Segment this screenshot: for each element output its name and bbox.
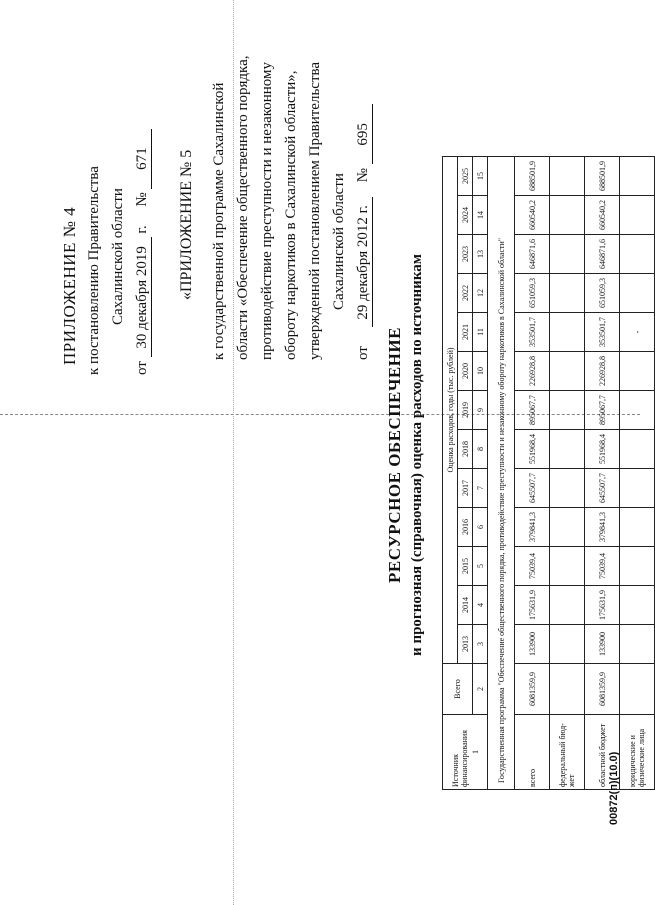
header-year: 2020 [458, 352, 473, 391]
row-value [620, 586, 655, 625]
data-rows [515, 157, 655, 790]
appendix-4-from: от [134, 361, 150, 375]
appendix-4-date: 30 декабря 2019 [133, 237, 152, 357]
title-main: РЕСУРСНОЕ ОБЕСПЕЧЕНИЕ [385, 327, 404, 583]
row-value: 688501,9 [585, 157, 620, 196]
appendix-5-title: «ПРИЛОЖЕНИЕ № 5 [178, 149, 195, 300]
row-value [550, 391, 585, 430]
row-value: 646871,6 [515, 235, 550, 274]
table-row [620, 157, 655, 790]
header-year: 2022 [458, 274, 473, 313]
row-value: 895067,7 [585, 391, 620, 430]
column-number: 9 [473, 391, 488, 430]
appendix-5-line: обороту наркотиков в Сахалинской области», [283, 70, 299, 360]
row-value [550, 313, 585, 352]
row-source: федеральный бюд-жет [550, 715, 585, 790]
row-value [550, 430, 585, 469]
table-row [550, 157, 585, 790]
row-value: 75039,4 [515, 547, 550, 586]
appendix-4-line2: Сахалинской области [110, 188, 126, 325]
appendix-4-number-sign: № [134, 192, 150, 207]
row-value [550, 547, 585, 586]
row-value: 645507,7 [515, 469, 550, 508]
row-value [620, 547, 655, 586]
table-row [585, 157, 620, 790]
row-value: 226928,8 [515, 352, 550, 391]
appendix-4-year-suffix: г. [134, 225, 150, 234]
row-value [620, 625, 655, 664]
row-value: 551968,4 [585, 430, 620, 469]
column-number: 12 [473, 274, 488, 313]
column-number: 2 [473, 664, 488, 715]
row-value: 379841,3 [515, 508, 550, 547]
row-value: 651059,3 [585, 274, 620, 313]
document-title [385, 145, 426, 765]
row-value: 353501,7 [585, 313, 620, 352]
column-number: 14 [473, 196, 488, 235]
row-value: 660540,2 [515, 196, 550, 235]
header-year: 2023 [458, 235, 473, 274]
column-number: 10 [473, 352, 488, 391]
row-value: 551968,4 [515, 430, 550, 469]
appendix-4-date-line [130, 45, 154, 375]
column-number-first: 1 [470, 750, 480, 754]
resource-table [442, 156, 655, 790]
column-number: 13 [473, 235, 488, 274]
header-year: 2019 [458, 391, 473, 430]
table-row [515, 157, 550, 790]
row-value: 226928,8 [585, 352, 620, 391]
header-year: 2016 [458, 508, 473, 547]
appendix-4-block [58, 45, 154, 375]
row-value [620, 196, 655, 235]
row-value: 688501,9 [515, 157, 550, 196]
header-year: 2025 [458, 157, 473, 196]
appendix-5-date: 29 декабря 2012 г. [354, 197, 373, 327]
appendix-5-line: области «Обеспечение общественного порядка, [235, 55, 251, 360]
row-value: 175631,9 [515, 586, 550, 625]
row-value: 133900 [515, 625, 550, 664]
row-value: 175631,9 [585, 586, 620, 625]
row-value [620, 430, 655, 469]
header-year: 2021 [458, 313, 473, 352]
row-value: 660540,2 [585, 196, 620, 235]
header-year: 2014 [458, 586, 473, 625]
program-row [488, 157, 515, 790]
row-value: 651059,3 [515, 274, 550, 313]
appendix-5-from: от [355, 346, 371, 360]
appendix-4-title: ПРИЛОЖЕНИЕ № 4 [60, 206, 79, 365]
row-value [550, 274, 585, 313]
row-source: всего [515, 715, 550, 790]
document-code: 00872(п)(10.0) [608, 751, 620, 825]
row-value [550, 508, 585, 547]
header-year: 2018 [458, 430, 473, 469]
row-value [620, 391, 655, 430]
row-value [550, 157, 585, 196]
column-number-row [473, 157, 488, 790]
row-value: 6081359,9 [585, 664, 620, 715]
header-total: Всего [443, 664, 473, 715]
appendix-5-line: утвержденной постановлением Правительства [307, 61, 323, 360]
row-value [550, 196, 585, 235]
row-value [550, 469, 585, 508]
column-number: 8 [473, 430, 488, 469]
row-value: 75039,4 [585, 547, 620, 586]
row-value: 133900 [585, 625, 620, 664]
row-value: 895067,7 [515, 391, 550, 430]
appendix-4-line1: к постановлению Правительства [86, 166, 102, 375]
row-value: 379841,3 [585, 508, 620, 547]
header-year: 2024 [458, 196, 473, 235]
header-source: Источник финансирования 1 [443, 715, 488, 790]
row-value: 6081359,9 [515, 664, 550, 715]
header-year: 2015 [458, 547, 473, 586]
appendix-5-number-sign: № [355, 168, 371, 183]
row-value [620, 157, 655, 196]
column-number: 11 [473, 313, 488, 352]
row-value: 645507,7 [585, 469, 620, 508]
row-value: 646871,6 [585, 235, 620, 274]
column-number: 7 [473, 469, 488, 508]
column-number: 5 [473, 547, 488, 586]
row-value: 353501,7 [515, 313, 550, 352]
row-value [620, 274, 655, 313]
column-number: 4 [473, 586, 488, 625]
appendix-5-line: противодействие преступности и незаконному [259, 61, 275, 360]
row-value [550, 625, 585, 664]
program-title: Государственная программа "Обеспечение общественного порядка, противодействие преступности и незаконному обороту наркотиков в Сахалинской области" [488, 157, 515, 790]
row-value [620, 508, 655, 547]
appendix-5-number: 695 [354, 104, 373, 164]
appendix-5-date-line [351, 30, 375, 360]
row-value [620, 664, 655, 715]
column-number: 3 [473, 625, 488, 664]
row-source: областной бюджет [585, 715, 620, 790]
appendix-5-last-line: Сахалинской области [331, 173, 347, 310]
appendix-5-block [175, 30, 375, 360]
row-value: - [620, 313, 655, 352]
row-value [620, 469, 655, 508]
row-value [550, 664, 585, 715]
appendix-5-line: к государственной программе Сахалинской [211, 82, 227, 360]
appendix-4-number: 671 [133, 129, 152, 189]
row-value [620, 235, 655, 274]
row-value [620, 352, 655, 391]
row-value [550, 352, 585, 391]
title-sub: и прогнозная (справочная) оценка расходов по источникам [409, 254, 425, 656]
row-source: юридические и физические лица [620, 715, 655, 790]
row-value [550, 586, 585, 625]
column-number: 6 [473, 508, 488, 547]
header-year: 2013 [458, 625, 473, 664]
row-value [550, 235, 585, 274]
header-year: 2017 [458, 469, 473, 508]
header-estimate: Оценка расходов, годы (тыс. рублей) [443, 157, 458, 664]
column-number: 15 [473, 157, 488, 196]
